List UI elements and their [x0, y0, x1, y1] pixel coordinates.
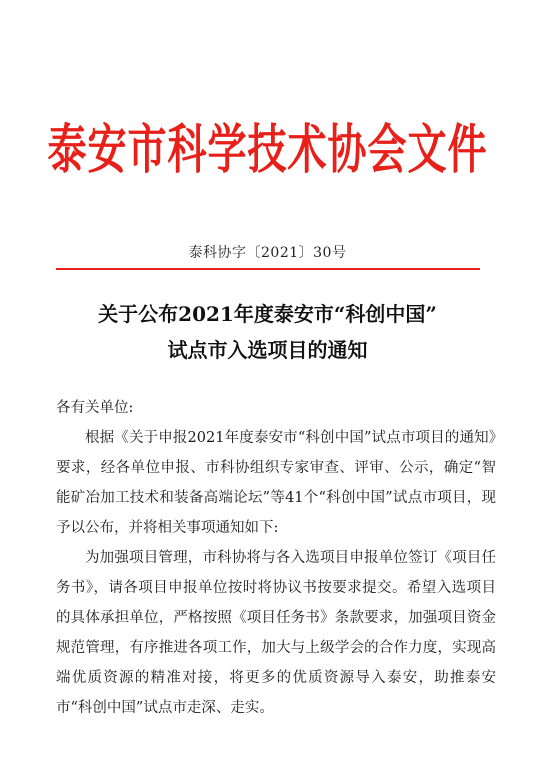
salutation: 各有关单位: [56, 400, 134, 416]
notice-title [0, 296, 535, 368]
notice-body [56, 393, 496, 723]
document-number: 泰科协字〔2021〕30号 [188, 245, 347, 261]
notice-title-line-2: 试点市入选项目的通知 [167, 338, 368, 362]
body-paragraph-1: 根据《关于申报2021年度泰安市“科创中国”试点市项目的通知》要求，经各单位申报、市科协组织专家审查、评审、公示，确定“智能矿冶加工技术和装备高端论坛”等41个“科创中国”试点市项目，现予以公布，并将相关事项通知如下: [56, 430, 496, 536]
red-divider-line [56, 268, 480, 270]
document-header-title: 泰安市科学技术协会文件 [47, 118, 488, 181]
body-paragraph-2: 为加强项目管理，市科协将与各入选项目申报单位签订《项目任务书》，请各项目申报单位按时将协议书按要求提交。希望入选项目的具体承担单位，严格按照《项目任务书》条款要求，加强项目资金规范管理，有序推进各项工作，加大与上级学会的合作力度，实现高端优质资源的精准对接，将更多的优质资源导入泰安，助推泰安市“科创中国”试点市走深、走实。 [56, 550, 496, 716]
notice-title-line-1: 关于公布2021年度泰安市“科创中国” [98, 302, 437, 326]
